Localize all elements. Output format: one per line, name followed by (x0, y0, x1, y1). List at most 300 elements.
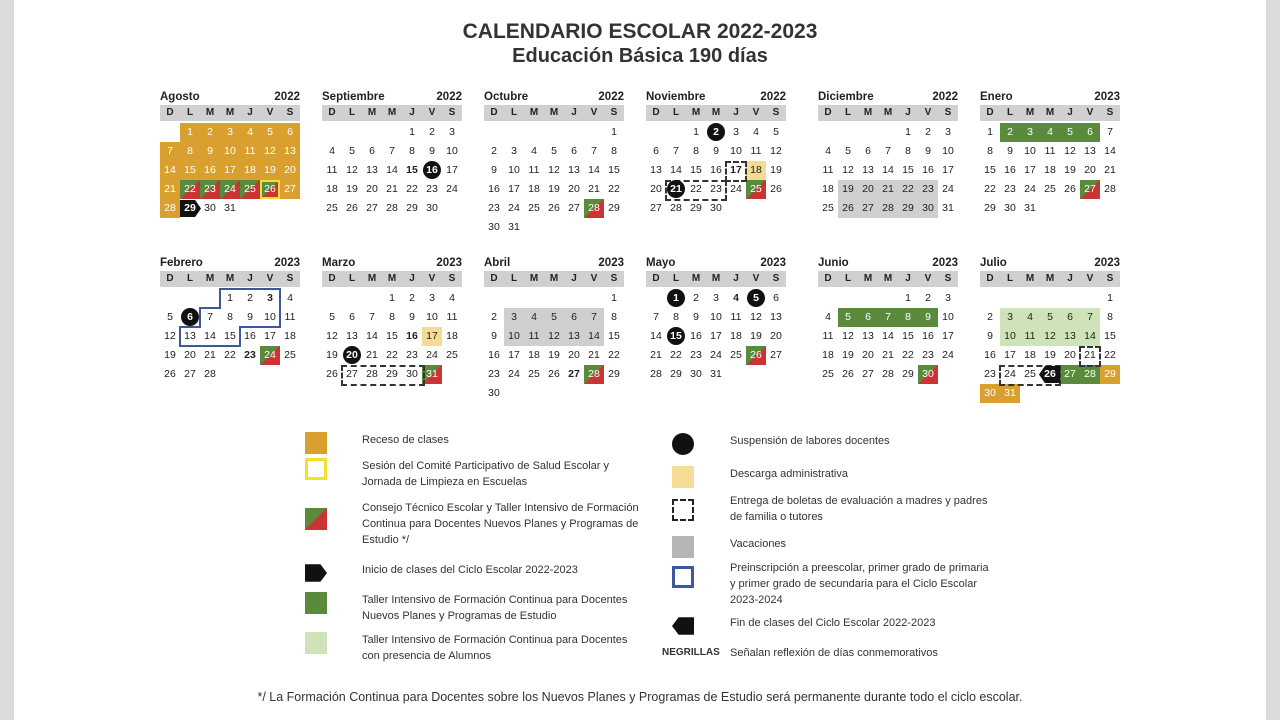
day-cell: 18 (528, 183, 540, 195)
day-cell: 6 (571, 145, 577, 157)
day-cell: 2 (987, 311, 993, 323)
day-cell: 6 (773, 292, 779, 304)
day-cell: 9 (987, 330, 993, 342)
weekday-label: M (387, 273, 397, 284)
day-cell: 3 (220, 123, 240, 142)
day-cell: 8 (673, 311, 679, 323)
day-cell: 14 (670, 164, 682, 176)
day-cell: 28 (366, 368, 378, 380)
day-cell: 17 (1024, 164, 1036, 176)
day-cell: 14 (1080, 327, 1100, 346)
day-cell: 15 (224, 330, 236, 342)
day-cell: 27 (568, 368, 580, 380)
day-cell: 7 (389, 145, 395, 157)
day-cell: 2 (706, 123, 726, 142)
day-cell: 30 (426, 202, 438, 214)
day-cell: 19 (750, 330, 762, 342)
day-grid (818, 287, 958, 401)
day-cell: 3 (267, 292, 273, 304)
day-cell: 10 (1000, 327, 1020, 346)
day-cell: 30 (918, 365, 938, 384)
day-cell: 26 (548, 368, 560, 380)
weekday-label: M (549, 107, 559, 118)
month-year: 2023 (436, 257, 462, 269)
day-cell: 27 (858, 199, 878, 218)
day-cell: 25 (1024, 368, 1036, 380)
day-cell: 18 (528, 349, 540, 361)
weekday-label: L (844, 273, 852, 284)
day-cell: 30 (204, 202, 216, 214)
month-febrero (160, 256, 300, 401)
day-cell: 15 (406, 164, 418, 176)
weekday-label: S (1106, 273, 1114, 284)
day-cell: 24 (220, 180, 240, 199)
day-cell: 1 (905, 292, 911, 304)
month-enero (980, 90, 1120, 235)
day-cell: 13 (1060, 327, 1080, 346)
day-cell: 9 (491, 164, 497, 176)
day-cell: 19 (770, 164, 782, 176)
day-cell: 12 (548, 164, 560, 176)
day-cell: 24 (426, 349, 438, 361)
day-cell: 8 (898, 308, 918, 327)
weekday-label: L (1006, 107, 1014, 118)
month-header (646, 90, 786, 104)
weekday-label: M (711, 107, 721, 118)
day-cell: 10 (942, 145, 954, 157)
day-grid (980, 121, 1120, 235)
month-name: Diciembre (818, 91, 874, 103)
day-cell: 1 (611, 126, 617, 138)
day-cell: 22 (406, 183, 418, 195)
weekday-label: J (905, 107, 911, 118)
day-cell: 4 (1040, 123, 1060, 142)
weekday-label: L (348, 273, 356, 284)
day-cell: 21 (366, 349, 378, 361)
day-cell: 23 (710, 183, 722, 195)
day-cell: 17 (942, 164, 954, 176)
day-cell: 8 (1107, 311, 1113, 323)
day-grid (484, 287, 624, 401)
day-cell: 8 (611, 145, 617, 157)
day-cell: 25 (326, 202, 338, 214)
weekday-label: J (409, 273, 415, 284)
weekday-label: D (328, 107, 336, 118)
weekday-header (646, 105, 786, 121)
weekday-label: J (571, 107, 577, 118)
day-cell: 10 (220, 142, 240, 161)
dashed-box-swatch-icon (672, 499, 694, 521)
day-cell: 15 (902, 330, 914, 342)
weekday-label: J (1067, 107, 1073, 118)
day-cell: 14 (1104, 145, 1116, 157)
weekday-label: S (610, 273, 618, 284)
month-header (322, 256, 462, 270)
day-cell: 18 (284, 330, 296, 342)
weekday-header (322, 271, 462, 287)
weekday-header (322, 105, 462, 121)
weekday-label: M (549, 273, 559, 284)
day-cell: 27 (862, 368, 874, 380)
day-cell: 26 (260, 180, 280, 199)
weekday-label: D (328, 273, 336, 284)
weekday-label: S (1106, 107, 1114, 118)
day-cell: 15 (666, 327, 686, 346)
day-cell: 16 (922, 330, 934, 342)
day-grid (646, 121, 786, 235)
day-cell: 4 (240, 123, 260, 142)
day-cell: 21 (204, 349, 216, 361)
month-year: 2022 (760, 91, 786, 103)
month-mayo (646, 256, 786, 401)
day-cell: 6 (280, 123, 300, 142)
weekday-header (646, 271, 786, 287)
day-cell: 18 (446, 330, 458, 342)
day-cell: 1 (389, 292, 395, 304)
day-cell: 7 (1080, 308, 1100, 327)
weekday-label: J (571, 273, 577, 284)
day-cell: 16 (984, 349, 996, 361)
weekday-header (484, 271, 624, 287)
day-cell: 12 (544, 327, 564, 346)
month-year: 2023 (1094, 91, 1120, 103)
calendar-subtitle: Educación Básica 190 días (512, 45, 768, 67)
day-cell: 10 (504, 327, 524, 346)
day-cell: 4 (531, 145, 537, 157)
day-cell: 12 (770, 145, 782, 157)
lgreen-swatch-icon (305, 632, 327, 654)
weekday-label: V (752, 273, 760, 284)
legend-text: Taller Intensivo de Formación Continua para Docentes con presencia de Alumnos (362, 634, 628, 662)
day-cell: 24 (260, 346, 280, 365)
day-cell: 29 (1100, 365, 1120, 384)
day-cell: 25 (746, 180, 766, 199)
day-cell: 2 (1000, 123, 1020, 142)
month-year: 2023 (760, 257, 786, 269)
weekday-label: M (205, 273, 215, 284)
day-cell: 21 (878, 180, 898, 199)
day-cell: 27 (1060, 365, 1080, 384)
weekday-label: V (590, 107, 598, 118)
month-header (980, 90, 1120, 104)
day-cell: 21 (588, 183, 600, 195)
weekday-label: L (186, 107, 194, 118)
day-cell: 12 (346, 164, 358, 176)
day-cell: 30 (1004, 202, 1016, 214)
day-cell: 16 (488, 183, 500, 195)
day-cell: 27 (366, 202, 378, 214)
day-cell: 29 (180, 199, 200, 218)
day-cell: 12 (842, 164, 854, 176)
day-cell: 7 (653, 311, 659, 323)
day-cell: 23 (488, 368, 500, 380)
day-cell: 12 (1040, 327, 1060, 346)
month-julio (980, 256, 1120, 401)
day-cell: 16 (488, 349, 500, 361)
day-cell: 2 (491, 145, 497, 157)
day-cell: 3 (713, 292, 719, 304)
day-cell: 4 (733, 292, 739, 304)
day-cell: 17 (220, 161, 240, 180)
day-cell: 2 (429, 126, 435, 138)
day-cell: 20 (366, 183, 378, 195)
day-cell: 21 (160, 180, 180, 199)
day-cell: 5 (167, 311, 173, 323)
day-cell: 26 (548, 202, 560, 214)
day-cell: 22 (902, 349, 914, 361)
day-cell: 3 (511, 145, 517, 157)
day-cell: 11 (240, 142, 260, 161)
day-cell: 25 (528, 368, 540, 380)
day-cell: 19 (346, 183, 358, 195)
weekday-label: S (944, 107, 952, 118)
month-header (980, 256, 1120, 270)
day-cell: 24 (942, 183, 954, 195)
legend-text: Vacaciones (730, 538, 787, 550)
day-cell: 13 (568, 164, 580, 176)
month-agosto (160, 90, 300, 235)
day-cell: 15 (902, 164, 914, 176)
day-cell: 26 (1040, 365, 1060, 384)
day-cell: 5 (1060, 123, 1080, 142)
day-cell: 26 (326, 368, 338, 380)
day-cell: 13 (862, 330, 874, 342)
day-cell: 14 (160, 161, 180, 180)
month-abril (484, 256, 624, 401)
day-cell: 7 (207, 311, 213, 323)
weekday-label: V (1086, 273, 1094, 284)
weekday-label: S (772, 273, 780, 284)
day-cell: 20 (568, 349, 580, 361)
day-cell: 20 (568, 183, 580, 195)
legend-text: Suspensión de labores docentes (730, 435, 890, 447)
day-cell: 19 (842, 349, 854, 361)
month-name: Enero (980, 91, 1013, 103)
month-header (484, 90, 624, 104)
legend-text: Receso de clases (362, 434, 449, 446)
day-cell: 23 (244, 349, 256, 361)
month-header (484, 256, 624, 270)
month-header (818, 90, 958, 104)
day-cell: 22 (608, 183, 620, 195)
weekday-label: D (166, 107, 174, 118)
green-swatch-icon (305, 592, 327, 614)
weekday-label: D (824, 273, 832, 284)
day-cell: 28 (584, 199, 604, 218)
day-cell: 9 (409, 311, 415, 323)
day-cell: 21 (588, 349, 600, 361)
month-year: 2022 (598, 91, 624, 103)
receso-swatch-icon (305, 432, 327, 454)
weekday-label: M (225, 273, 235, 284)
weekday-label: J (905, 273, 911, 284)
day-cell: 19 (164, 349, 176, 361)
day-cell: 10 (508, 164, 520, 176)
day-cell: 16 (406, 330, 418, 342)
day-cell: 18 (822, 183, 834, 195)
month-year: 2022 (932, 91, 958, 103)
day-cell: 10 (730, 145, 742, 157)
day-cell: 10 (942, 311, 954, 323)
day-cell: 23 (488, 202, 500, 214)
day-cell: 5 (544, 308, 564, 327)
day-cell: 29 (898, 199, 918, 218)
day-cell: 24 (942, 349, 954, 361)
weekday-label: S (448, 107, 456, 118)
day-cell: 25 (1044, 183, 1056, 195)
day-cell: 22 (690, 183, 702, 195)
day-cell: 8 (180, 142, 200, 161)
day-cell: 5 (773, 126, 779, 138)
day-cell: 20 (650, 183, 662, 195)
day-cell: 28 (878, 199, 898, 218)
day-cell: 9 (918, 308, 938, 327)
weekday-label: M (205, 107, 215, 118)
day-cell: 30 (406, 368, 418, 380)
day-cell: 10 (264, 311, 276, 323)
day-grid (160, 121, 300, 235)
day-cell: 15 (386, 330, 398, 342)
day-cell: 14 (588, 164, 600, 176)
day-cell: 14 (882, 164, 894, 176)
day-cell: 19 (548, 183, 560, 195)
month-header (818, 256, 958, 270)
weekday-label: D (166, 273, 174, 284)
day-cell: 24 (1004, 368, 1016, 380)
day-cell: 30 (488, 387, 500, 399)
weekday-label: M (1045, 273, 1055, 284)
weekday-label: M (711, 273, 721, 284)
day-cell: 25 (528, 202, 540, 214)
day-cell: 8 (227, 311, 233, 323)
weekday-label: D (652, 107, 660, 118)
day-cell: 17 (730, 164, 742, 176)
day-cell: 3 (429, 292, 435, 304)
weekday-label: L (348, 107, 356, 118)
day-cell: 11 (524, 327, 544, 346)
weekday-label: D (490, 107, 498, 118)
day-cell: 19 (1064, 164, 1076, 176)
day-cell: 13 (862, 164, 874, 176)
day-grid (646, 287, 786, 401)
day-cell: 27 (346, 368, 358, 380)
weekday-label: J (1067, 273, 1073, 284)
day-cell: 13 (184, 330, 196, 342)
day-cell: 20 (184, 349, 196, 361)
day-cell: 26 (1064, 183, 1076, 195)
day-cell: 7 (369, 311, 375, 323)
day-cell: 2 (925, 126, 931, 138)
legend-text: Taller Intensivo de Formación Continua para Docentes Nuevos Planes y Programas de Estudio (362, 594, 628, 622)
day-cell: 4 (287, 292, 293, 304)
day-cell: 15 (180, 161, 200, 180)
day-grid (980, 287, 1120, 401)
weekday-label: V (590, 273, 598, 284)
day-cell: 11 (1020, 327, 1040, 346)
day-cell: 16 (244, 330, 256, 342)
day-cell: 1 (227, 292, 233, 304)
day-cell: 10 (446, 145, 458, 157)
day-cell: 2 (200, 123, 220, 142)
legend-text: Entrega de boletas de evaluación a madres y padres de familia o tutores (730, 495, 988, 523)
weekday-label: V (752, 107, 760, 118)
day-cell: 27 (1080, 180, 1100, 199)
day-cell: 22 (670, 349, 682, 361)
day-cell: 5 (349, 145, 355, 157)
day-cell: 29 (902, 368, 914, 380)
weekday-label: D (490, 273, 498, 284)
weekday-label: V (924, 273, 932, 284)
day-cell: 3 (733, 126, 739, 138)
day-cell: 20 (280, 161, 300, 180)
month-name: Febrero (160, 257, 203, 269)
day-cell: 31 (942, 202, 954, 214)
weekday-label: L (672, 273, 680, 284)
day-cell: 6 (858, 308, 878, 327)
day-cell: 17 (942, 330, 954, 342)
weekday-label: S (286, 273, 294, 284)
day-cell: 11 (730, 311, 742, 323)
day-cell: 28 (650, 368, 662, 380)
day-cell: 2 (247, 292, 253, 304)
day-cell: 13 (346, 330, 358, 342)
day-cell: 4 (1020, 308, 1040, 327)
day-cell: 12 (842, 330, 854, 342)
day-cell: 6 (1060, 308, 1080, 327)
month-header (646, 256, 786, 270)
day-cell: 29 (984, 202, 996, 214)
day-cell: 31 (508, 221, 520, 233)
day-cell: 6 (180, 308, 200, 327)
day-cell: 17 (446, 164, 458, 176)
day-cell: 9 (693, 311, 699, 323)
day-cell: 18 (730, 330, 742, 342)
day-cell: 29 (386, 368, 398, 380)
day-cell: 11 (284, 311, 296, 323)
day-cell: 25 (284, 349, 296, 361)
day-cell: 25 (730, 349, 742, 361)
day-cell: 17 (264, 330, 276, 342)
day-cell: 31 (1000, 384, 1020, 403)
weekday-label: M (367, 273, 377, 284)
day-cell: 22 (1104, 349, 1116, 361)
weekday-label: M (387, 107, 397, 118)
weekday-label: M (1025, 273, 1035, 284)
day-cell: 10 (426, 311, 438, 323)
day-cell: 29 (690, 202, 702, 214)
day-cell: 19 (1044, 349, 1056, 361)
preregistration-outline (160, 287, 300, 367)
day-cell: 19 (326, 349, 338, 361)
day-cell: 15 (1104, 330, 1116, 342)
day-cell: 5 (845, 145, 851, 157)
day-cell: 22 (898, 180, 918, 199)
weekday-label: M (225, 107, 235, 118)
weekday-header (980, 271, 1120, 287)
day-cell: 23 (690, 349, 702, 361)
day-cell: 22 (984, 183, 996, 195)
day-cell: 20 (862, 349, 874, 361)
day-cell: 2 (409, 292, 415, 304)
month-name: Marzo (322, 257, 356, 269)
day-cell: 12 (1064, 145, 1076, 157)
day-cell: 11 (446, 311, 458, 323)
day-cell: 11 (326, 164, 338, 176)
day-cell: 7 (160, 142, 180, 161)
day-cell: 3 (1020, 123, 1040, 142)
legend-text: Señalan reflexión de días conmemorativos (730, 647, 938, 659)
day-cell: 15 (690, 164, 702, 176)
